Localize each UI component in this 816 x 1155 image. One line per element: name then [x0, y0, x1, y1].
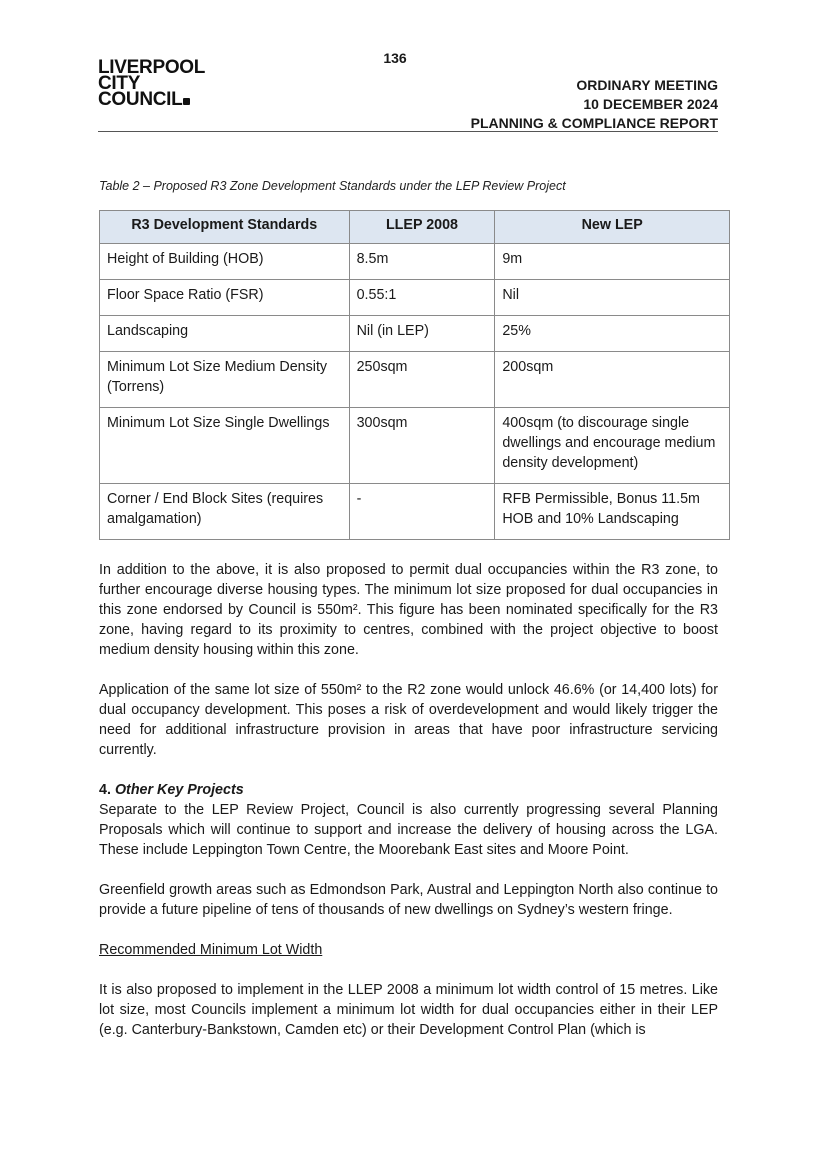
table-cell: Landscaping	[100, 316, 350, 352]
paragraph-greenfield: Greenfield growth areas such as Edmondson Park, Austral and Leppington North also continue to provide a future pipeline of tens of thousands of new dwellings on Sydney’s western fringe.	[99, 882, 718, 918]
column-header: R3 Development Standards	[100, 211, 350, 244]
report-title: PLANNING & COMPLIANCE REPORT	[470, 115, 718, 131]
table-cell: 200sqm	[495, 352, 730, 408]
table-row	[100, 352, 730, 408]
section-heading	[99, 780, 718, 800]
table-cell: 25%	[495, 316, 730, 352]
paragraph-planning-proposals: Separate to the LEP Review Project, Council is also currently progressing several Planning Proposals which will continue to support and increase the delivery of housing across the LGA. These include Leppington Town Centre, the Moorebank East sites and Moore Point.	[99, 802, 718, 858]
report-header	[471, 76, 718, 133]
table-caption: Table 2 – Proposed R3 Zone Development Standards under the LEP Review Project	[99, 179, 566, 193]
meeting-title: ORDINARY MEETING	[576, 77, 718, 93]
paragraph-dual-occupancy: In addition to the above, it is also proposed to permit dual occupancies within the R3 zone, to further encourage diverse housing types. The minimum lot size proposed for dual occupancies in this zone endorsed by Council is 550m². This figure has been nominated specifically for the R3 zone, having regard to its proximity to centres, combined with the project objective to boost medium density housing within this zone.	[99, 562, 718, 658]
table-cell: 0.55:1	[349, 280, 495, 316]
table-cell: -	[349, 484, 495, 540]
section-title: Other Key Projects	[114, 782, 244, 798]
table-cell: Corner / End Block Sites (requires amalgamation)	[100, 484, 350, 540]
table-cell: Nil	[495, 280, 730, 316]
column-header: New LEP	[495, 211, 730, 244]
logo-mark-icon	[183, 98, 190, 105]
development-standards-table	[99, 210, 730, 540]
logo-line-2: CITY	[98, 73, 141, 94]
meeting-date: 10 DECEMBER 2024	[583, 96, 718, 112]
column-header: LLEP 2008	[349, 211, 495, 244]
table-row	[100, 316, 730, 352]
table-cell: 300sqm	[349, 408, 495, 484]
table-cell: RFB Permissible, Bonus 11.5m HOB and 10% Landscaping	[495, 484, 730, 540]
table-row	[100, 484, 730, 540]
table-cell: Nil (in LEP)	[349, 316, 495, 352]
table-cell: Floor Space Ratio (FSR)	[100, 280, 350, 316]
council-logo	[98, 57, 206, 110]
table-cell: 400sqm (to discourage single dwellings and encourage medium density development)	[495, 408, 730, 484]
header-divider	[98, 131, 718, 132]
table-cell: 9m	[495, 244, 730, 280]
table-cell: 8.5m	[349, 244, 495, 280]
table-cell: 250sqm	[349, 352, 495, 408]
page-content	[99, 176, 718, 1040]
table-row	[100, 244, 730, 280]
table-cell: Height of Building (HOB)	[100, 244, 350, 280]
subheading-lot-width: Recommended Minimum Lot Width	[99, 942, 323, 958]
table-header-row	[100, 211, 730, 244]
table-row	[100, 280, 730, 316]
table-cell: Minimum Lot Size Single Dwellings	[100, 408, 350, 484]
page-number: 136	[383, 50, 407, 66]
logo-line-3: COUNCIL	[98, 89, 183, 110]
paragraph-r2-zone: Application of the same lot size of 550m² to the R2 zone would unlock 46.6% (or 14,400 lots) for dual occupancy development. This poses a risk of overdevelopment and would likely trigger the need for additional infrastructure provision in areas that have poor infrastructure servicing currently.	[99, 682, 718, 758]
section-number: 4.	[99, 782, 111, 798]
table-cell: Minimum Lot Size Medium Density (Torrens)	[100, 352, 350, 408]
logo-line-1: LIVERPOOL	[98, 57, 206, 78]
paragraph-lot-width: It is also proposed to implement in the LLEP 2008 a minimum lot width control of 15 metres. Like lot size, most Councils implement a minimum lot width for dual occupancies either in their LEP (e.g. Canterbury-Bankstown, Camden etc) or their Development Control Plan (which is	[99, 982, 718, 1038]
table-row	[100, 408, 730, 484]
